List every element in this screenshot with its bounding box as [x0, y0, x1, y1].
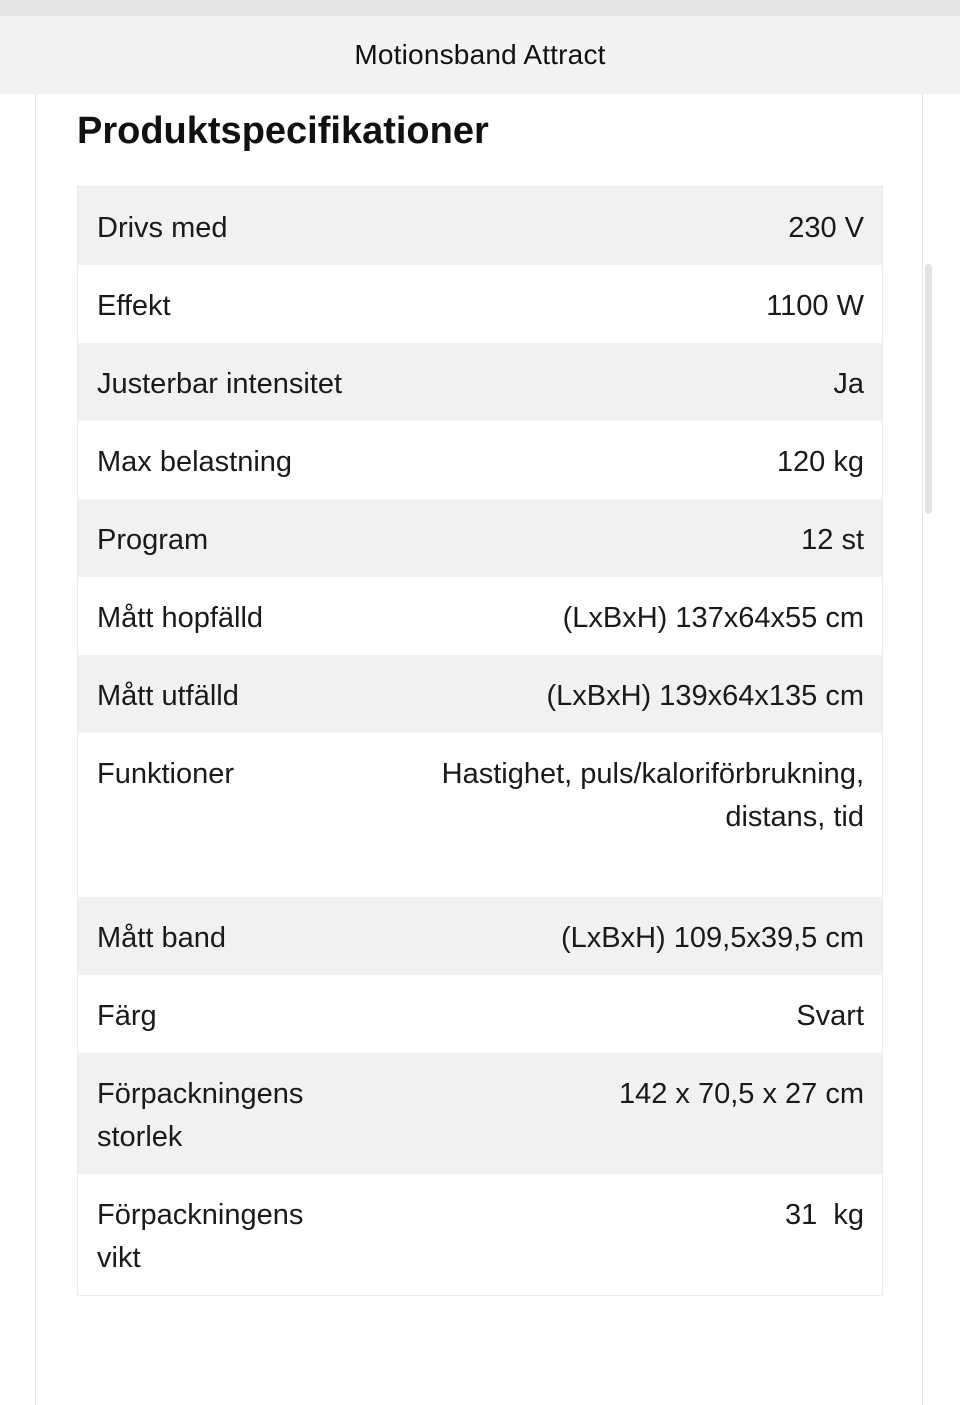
spec-value: 230 V: [788, 212, 864, 244]
spec-row-forpackningens-vikt: [78, 1174, 882, 1295]
spec-label: Effekt: [97, 290, 171, 322]
spec-row-program: [78, 499, 882, 577]
spec-row-farg: [78, 975, 882, 1053]
spec-row-effekt: [78, 265, 882, 343]
spec-row-funktioner: [78, 733, 882, 897]
scrollbar-thumb[interactable]: [925, 264, 932, 514]
spec-label: Förpackningens storlek: [97, 1078, 304, 1153]
spec-value: 1100 W: [766, 290, 864, 322]
spec-row-drivs-med: [78, 187, 882, 265]
spec-value: 12 st: [801, 524, 864, 556]
spec-label: Förpackningens vikt: [97, 1199, 304, 1274]
spec-value: (LxBxH) 109,5x39,5 cm: [560, 922, 864, 954]
spec-label: Mått utfälld: [97, 680, 239, 712]
spec-row-forpackningens-storlek: [78, 1053, 882, 1174]
spec-value: (LxBxH) 137x64x55 cm: [562, 602, 864, 634]
spec-value: 142 x 70,5 x 27 cm: [618, 1078, 864, 1110]
status-strip: [0, 0, 960, 16]
spec-table: [77, 186, 883, 1296]
section-title: Produktspecifikationer: [77, 110, 489, 152]
spec-row-matt-band: [78, 897, 882, 975]
spec-value: Svart: [796, 1000, 864, 1032]
spec-label: Drivs med: [97, 212, 228, 244]
spec-value: (LxBxH) 139x64x135 cm: [546, 680, 864, 712]
spec-label: Mått hopfälld: [97, 602, 264, 634]
spec-row-max-belastning: [78, 421, 882, 499]
spec-value: Hastighet, puls/kaloriförbrukning, distans, tid: [441, 758, 864, 833]
spec-value: Ja: [833, 368, 864, 400]
spec-label: Max belastning: [97, 446, 293, 478]
spec-label: Justerbar intensitet: [97, 368, 343, 400]
page-title: Motionsband Attract: [354, 39, 606, 70]
spec-label: Program: [97, 524, 209, 556]
spec-row-matt-utfalld: [78, 655, 882, 733]
spec-row-justerbar-intensitet: [78, 343, 882, 421]
page-header: [0, 16, 960, 94]
spec-value: 31 kg: [785, 1199, 864, 1231]
spec-value: 120 kg: [776, 446, 864, 478]
spec-label: Mått band: [97, 922, 226, 954]
spec-label: Färg: [97, 1000, 157, 1032]
spec-label: Funktioner: [97, 758, 235, 790]
spec-row-matt-hopfalld: [78, 577, 882, 655]
